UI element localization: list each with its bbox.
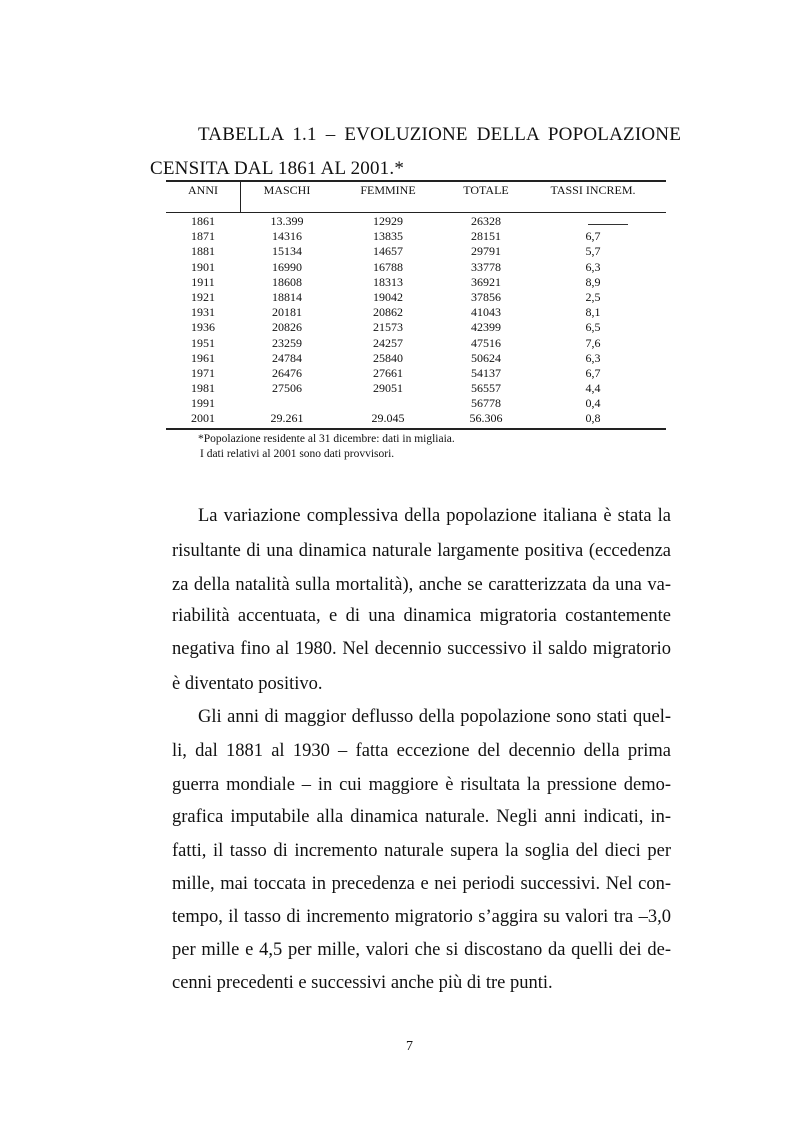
cell-anni: 1881	[191, 244, 215, 259]
cell-femmine: 25840	[373, 350, 403, 365]
cell-totale: 29791	[471, 244, 501, 259]
cell-anni: 1911	[191, 274, 215, 289]
paragraph-2-line: cenni precedenti e successivi anche più di tre punti.	[172, 973, 553, 993]
cell-totale: 37856	[471, 289, 501, 304]
paragraph-2-line: li, dal 1881 al 1930 – fatta eccezione del decennio della prima	[172, 741, 671, 761]
table-body	[166, 214, 666, 427]
cell-totale: 56557	[471, 381, 501, 396]
cell-tassi: 7,6	[585, 335, 601, 350]
paragraph-1-line: risultante di una dinamica naturale largamente positiva (eccedenza	[172, 541, 671, 561]
cell-femmine: 20862	[373, 305, 403, 320]
paragraph-2-line: fatti, il tasso di incremento naturale supera la soglia del dieci per	[172, 841, 671, 861]
cell-tassi: 6,3	[585, 350, 601, 365]
cell-maschi: 27506	[272, 381, 302, 396]
cell-totale: 47516	[471, 335, 501, 350]
cell-maschi: 16990	[272, 259, 302, 274]
cell-tassi: 2,5	[585, 289, 601, 304]
table-bottom-rule	[166, 428, 666, 430]
cell-maschi: 23259	[272, 335, 302, 350]
paragraph-1-line: riabilità accentuata, e di una dinamica migratoria costantemente	[172, 606, 671, 626]
paragraph-1-line: è diventato positivo.	[172, 674, 323, 694]
cell-totale: 28151	[471, 229, 501, 244]
cell-anni: 1931	[191, 305, 215, 320]
paragraph-2-line: per mille e 4,5 per mille, valori che si discostano da quelli dei de-	[172, 940, 671, 960]
table-header	[166, 183, 666, 197]
cell-totale: 41043	[471, 305, 501, 320]
cell-femmine: 16788	[373, 259, 403, 274]
table-row	[166, 336, 666, 351]
cell-tassi: 6,3	[585, 259, 601, 274]
header-femmine: FEMMINE	[360, 183, 416, 197]
header-totale: TOTALE	[463, 183, 509, 197]
cell-femmine: 29051	[373, 381, 403, 396]
table-row	[166, 244, 666, 259]
cell-maschi: 18814	[272, 289, 302, 304]
cell-tassi: 0,8	[585, 411, 601, 426]
cell-maschi: 20826	[272, 320, 302, 335]
paragraph-1-line: La variazione complessiva della popolazione italiana è stata la	[198, 506, 671, 526]
cell-totale: 50624	[471, 350, 501, 365]
cell-anni: 1991	[191, 396, 215, 411]
table-row	[166, 229, 666, 244]
cell-tassi: 5,7	[585, 244, 601, 259]
cell-anni: 1971	[191, 365, 215, 380]
cell-femmine: 27661	[373, 365, 403, 380]
cell-anni: 1861	[191, 214, 215, 228]
table-row	[166, 351, 666, 366]
table-row	[166, 214, 666, 229]
table-row	[166, 411, 666, 426]
paragraph-2-line: Gli anni di maggior deflusso della popolazione sono stati quel-	[198, 707, 671, 727]
cell-anni: 1871	[191, 229, 215, 244]
cell-tassi-empty-dash	[588, 224, 628, 225]
cell-totale: 36921	[471, 274, 501, 289]
table-row	[166, 320, 666, 335]
cell-femmine: 24257	[373, 335, 403, 350]
table-top-rule	[166, 180, 666, 182]
cell-maschi: 26476	[272, 365, 302, 380]
cell-totale: 33778	[471, 259, 501, 274]
table-row	[166, 396, 666, 411]
table-row	[166, 366, 666, 381]
cell-anni: 1936	[191, 320, 215, 335]
paragraph-2-line: mille, mai toccata in precedenza e nei periodi successivi. Nel con-	[172, 874, 671, 894]
cell-maschi: 18608	[272, 274, 302, 289]
cell-maschi: 24784	[272, 350, 302, 365]
cell-femmine: 19042	[373, 289, 403, 304]
cell-totale: 56.306	[469, 411, 503, 426]
cell-tassi: 8,1	[585, 305, 601, 320]
cell-maschi: 20181	[272, 305, 302, 320]
cell-totale: 26328	[471, 214, 501, 228]
table-row	[166, 275, 666, 290]
page-number: 7	[406, 1039, 413, 1054]
cell-maschi: 13.399	[270, 214, 304, 228]
cell-totale: 42399	[471, 320, 501, 335]
cell-totale: 56778	[471, 396, 501, 411]
cell-femmine: 13835	[373, 229, 403, 244]
cell-maschi: 29.261	[270, 411, 304, 426]
cell-tassi: 6,5	[585, 320, 601, 335]
paragraph-1-line: negativa fino al 1980. Nel decennio successivo il saldo migratorio	[172, 639, 671, 659]
cell-totale: 54137	[471, 365, 501, 380]
table-title-line-2: CENSITA DAL 1861 AL 2001.*	[150, 158, 405, 179]
paragraph-2-line: grafica imputabile alla dinamica naturale. Negli anni indicati, in-	[172, 807, 671, 827]
paragraph-1-line: za della natalità sulla mortalità), anche se caratterizzata da una va-	[172, 575, 671, 595]
cell-maschi: 14316	[272, 229, 302, 244]
cell-tassi: 6,7	[585, 229, 601, 244]
header-anni: ANNI	[188, 183, 218, 197]
table-title-line-1: TABELLA 1.1 – EVOLUZIONE DELLA POPOLAZIONE	[198, 124, 681, 145]
table-note-provvisori: I dati relativi al 2001 sono dati provvisori.	[200, 448, 395, 460]
cell-anni: 1981	[191, 381, 215, 396]
header-maschi: MASCHI	[263, 183, 311, 197]
cell-femmine: 18313	[373, 274, 403, 289]
table-row	[166, 290, 666, 305]
cell-maschi: 15134	[272, 244, 302, 259]
cell-femmine: 14657	[373, 244, 403, 259]
cell-tassi: 4,4	[585, 381, 601, 396]
cell-tassi: 6,7	[585, 365, 601, 380]
cell-tassi: 0,4	[585, 396, 601, 411]
table-row	[166, 260, 666, 275]
paragraph-2-line: guerra mondiale – in cui maggiore è risultata la pressione demo-	[172, 775, 671, 795]
cell-anni: 2001	[191, 411, 215, 426]
cell-femmine: 21573	[373, 320, 403, 335]
cell-femmine: 12929	[373, 214, 403, 228]
cell-anni: 1921	[191, 289, 215, 304]
table-row	[166, 381, 666, 396]
cell-anni: 1961	[191, 350, 215, 365]
cell-anni: 1901	[191, 259, 215, 274]
table-header-rule	[166, 212, 666, 213]
cell-anni: 1951	[191, 335, 215, 350]
cell-tassi: 8,9	[585, 274, 601, 289]
cell-femmine: 29.045	[371, 411, 405, 426]
header-tassi-increm: TASSI INCREM.	[550, 183, 636, 197]
paragraph-2-line: tempo, il tasso di incremento migratorio s’aggira su valori tra –3,0	[172, 907, 671, 927]
table-row	[166, 305, 666, 320]
table-note-residenti: *Popolazione residente al 31 dicembre: dati in migliaia.	[198, 433, 455, 445]
